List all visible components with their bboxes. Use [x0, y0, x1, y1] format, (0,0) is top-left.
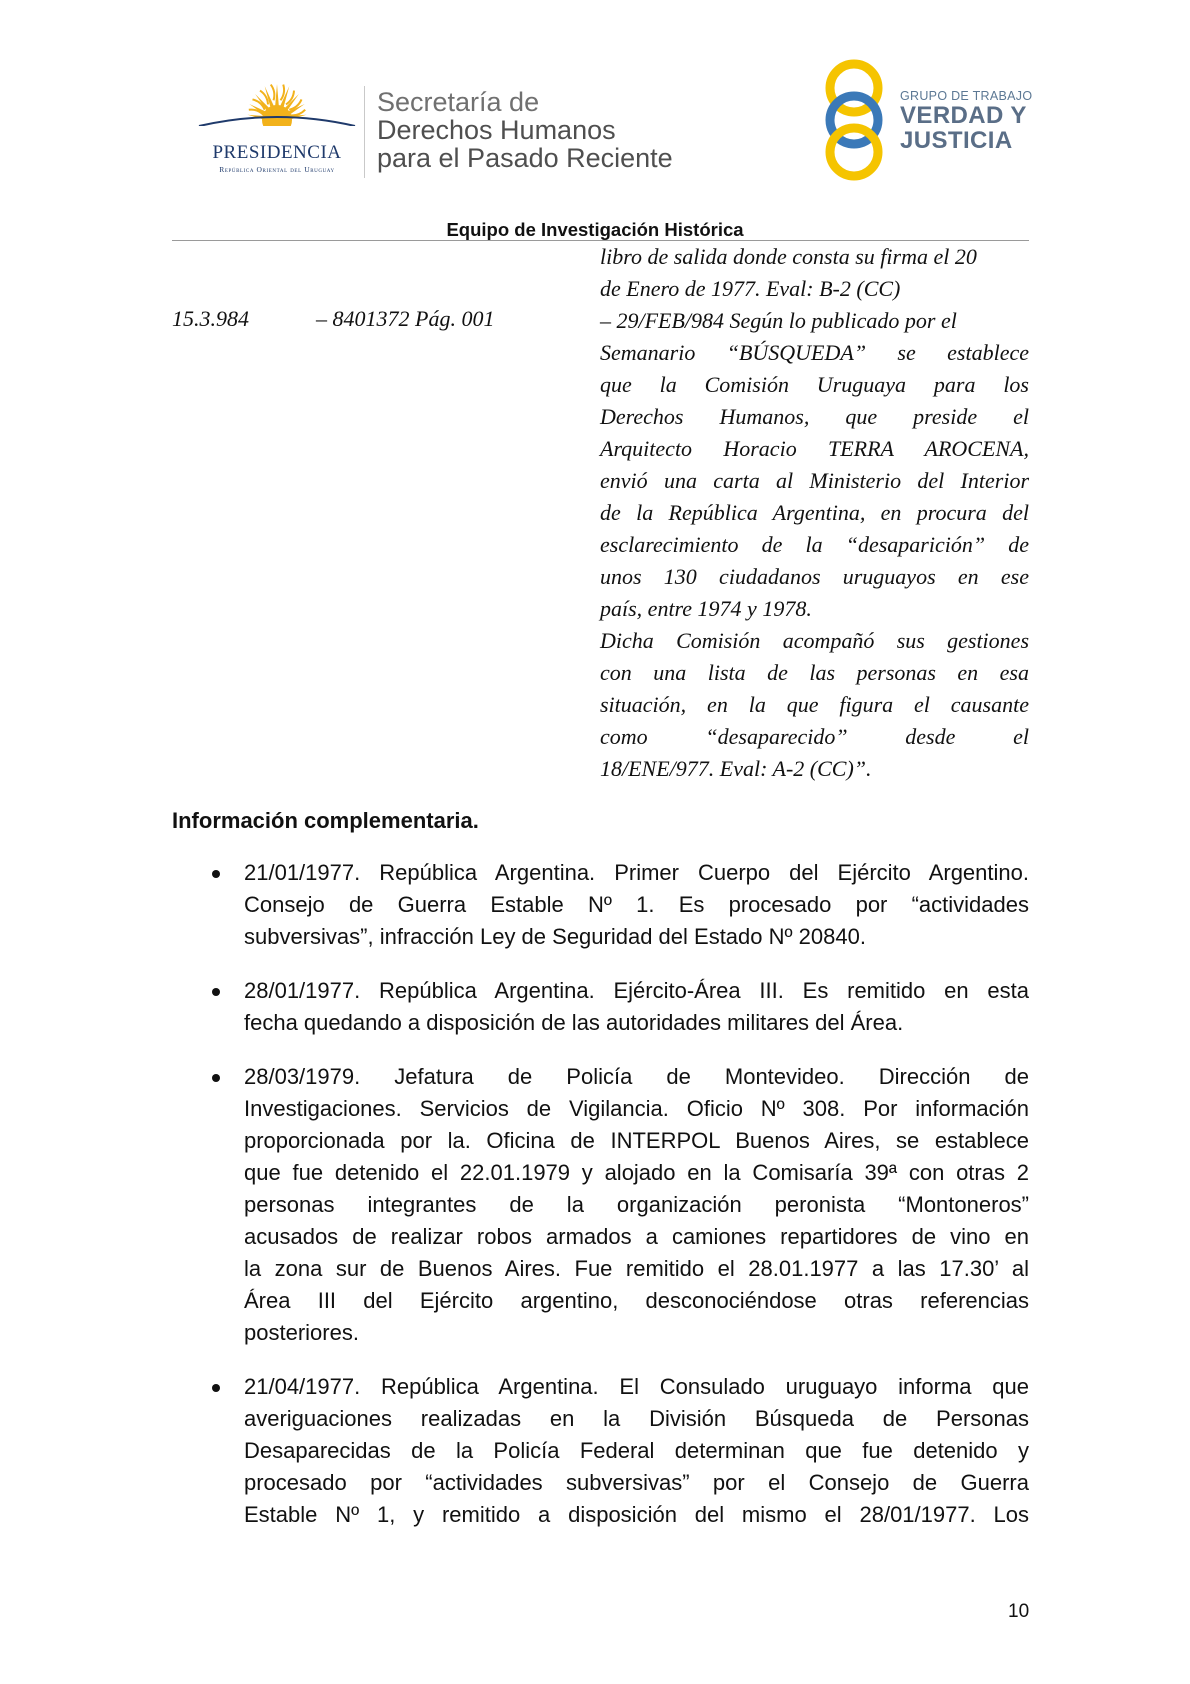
secretaria-line-2: Derechos Humanos [377, 115, 616, 145]
row-reference: – 8401372 Pág. 001 [316, 306, 495, 331]
sun-emblem-icon [197, 82, 357, 144]
item-line: acusados de realizar robos armados a camiones repartidores de vino en [244, 1224, 1029, 1249]
row-text-line: envió una carta al Ministerio del Interior [600, 468, 1029, 493]
item-line: fecha quedando a disposición de las autoridades militares del Área. [244, 1010, 904, 1035]
bullet-icon [212, 1384, 220, 1392]
item-line: Desaparecidas de la Policía Federal determinan que fue detenido y [244, 1438, 1029, 1463]
row-text-line: con una lista de las personas en esa [600, 660, 1029, 685]
item-line: que fue detenido el 22.01.1979 y alojado en la Comisaría 39ª con otras 2 [244, 1160, 1029, 1185]
grupo-label: GRUPO DE TRABAJO [900, 89, 1033, 103]
justicia-line: JUSTICIA [900, 127, 1013, 154]
list-item [172, 975, 1029, 1039]
presidencia-subtitle: República Oriental del Uruguay [219, 165, 335, 174]
item-line: la zona sur de Buenos Aires. Fue remitido el 28.01.1977 a las 17.30’ al [244, 1256, 1029, 1281]
verdad-justicia-title [900, 103, 1027, 153]
row-text-line: esclarecimiento de la “desaparición” de [600, 532, 1029, 557]
item-line: 21/01/1977. República Argentina. Primer Cuerpo del Ejército Argentino. [244, 860, 1029, 885]
row-text-line: unos 130 ciudadanos uruguayos en ese [600, 564, 1029, 589]
item-line: posteriores. [244, 1320, 359, 1345]
item-line: 28/01/1977. República Argentina. Ejército-Área III. Es remitido en esta [244, 978, 1029, 1003]
item-line: 28/03/1979. Jefatura de Policía de Montevideo. Dirección de [244, 1064, 1029, 1089]
row-text-line: 18/ENE/977. Eval: A-2 (CC)”. [600, 756, 872, 781]
row-text-line: de la República Argentina, en procura del [600, 500, 1029, 525]
bullet-icon [212, 1074, 220, 1082]
row-text-line: país, entre 1974 y 1978. [600, 596, 812, 621]
page-number: 10 [1008, 1601, 1030, 1622]
row-text-line: de Enero de 1977. Eval: B-2 (CC) [600, 276, 901, 301]
list-item [172, 1061, 1029, 1349]
item-line: Área III del Ejército argentino, desconociéndose otras referencias [244, 1288, 1029, 1313]
row-text-line: Derechos Humanos, que preside el [600, 404, 1029, 429]
row-text-line: que la Comisión Uruguaya para los [600, 372, 1029, 397]
row-text-line: libro de salida donde consta su firma el 20 [600, 244, 977, 269]
team-title: Equipo de Investigación Histórica [446, 219, 744, 240]
bullet-icon [212, 870, 220, 878]
list-item [172, 1371, 1029, 1531]
item-line: averiguaciones realizadas en la División Búsqueda de Personas [244, 1406, 1029, 1431]
item-line: Estable Nº 1, y remitido a disposición del mismo el 28/01/1977. Los [244, 1502, 1029, 1527]
presidencia-logo [197, 82, 357, 177]
verdad-line: VERDAD Y [900, 102, 1027, 129]
item-line: Consejo de Guerra Estable Nº 1. Es procesado por “actividades [244, 892, 1029, 917]
header-divider [364, 86, 365, 178]
item-line: procesado por “actividades subversivas” por el Consejo de Guerra [244, 1470, 1029, 1495]
row-text-line: Dicha Comisión acompañó sus gestiones [600, 628, 1029, 653]
item-line: Investigaciones. Servicios de Vigilancia. Oficio Nº 308. Por información [244, 1096, 1029, 1121]
item-line: 21/04/1977. República Argentina. El Consulado uruguayo informa que [244, 1374, 1029, 1399]
secretaria-line-3: para el Pasado Reciente [377, 143, 673, 173]
secretaria-line-1: Secretaría de [377, 87, 540, 117]
item-line: subversivas”, infracción Ley de Seguridad del Estado Nº 20840. [244, 924, 866, 949]
item-line: proporcionada por la. Oficina de INTERPOL Buenos Aires, se establece [244, 1128, 1029, 1153]
row-text-line: como “desaparecido” desde el [600, 724, 1029, 749]
row-text-line: Semanario “BÚSQUEDA” se establece [600, 340, 1029, 365]
row-text-line: Arquitecto Horacio TERRA AROCENA, [600, 436, 1029, 461]
row-text-line: situación, en la que figura el causante [600, 692, 1029, 717]
row-text-line: – 29/FEB/984 Según lo publicado por el [600, 308, 957, 333]
row-date: 15.3.984 [172, 306, 249, 331]
bullet-icon [212, 988, 220, 996]
presidencia-name: PRESIDENCIA [212, 142, 342, 163]
bullet-list [172, 857, 1029, 1553]
item-line: personas integrantes de la organización peronista “Montoneros” [244, 1192, 1029, 1217]
section-title: Información complementaria. [172, 808, 479, 833]
secretaria-title [377, 88, 673, 172]
list-item [172, 857, 1029, 953]
row-text [600, 241, 1029, 785]
